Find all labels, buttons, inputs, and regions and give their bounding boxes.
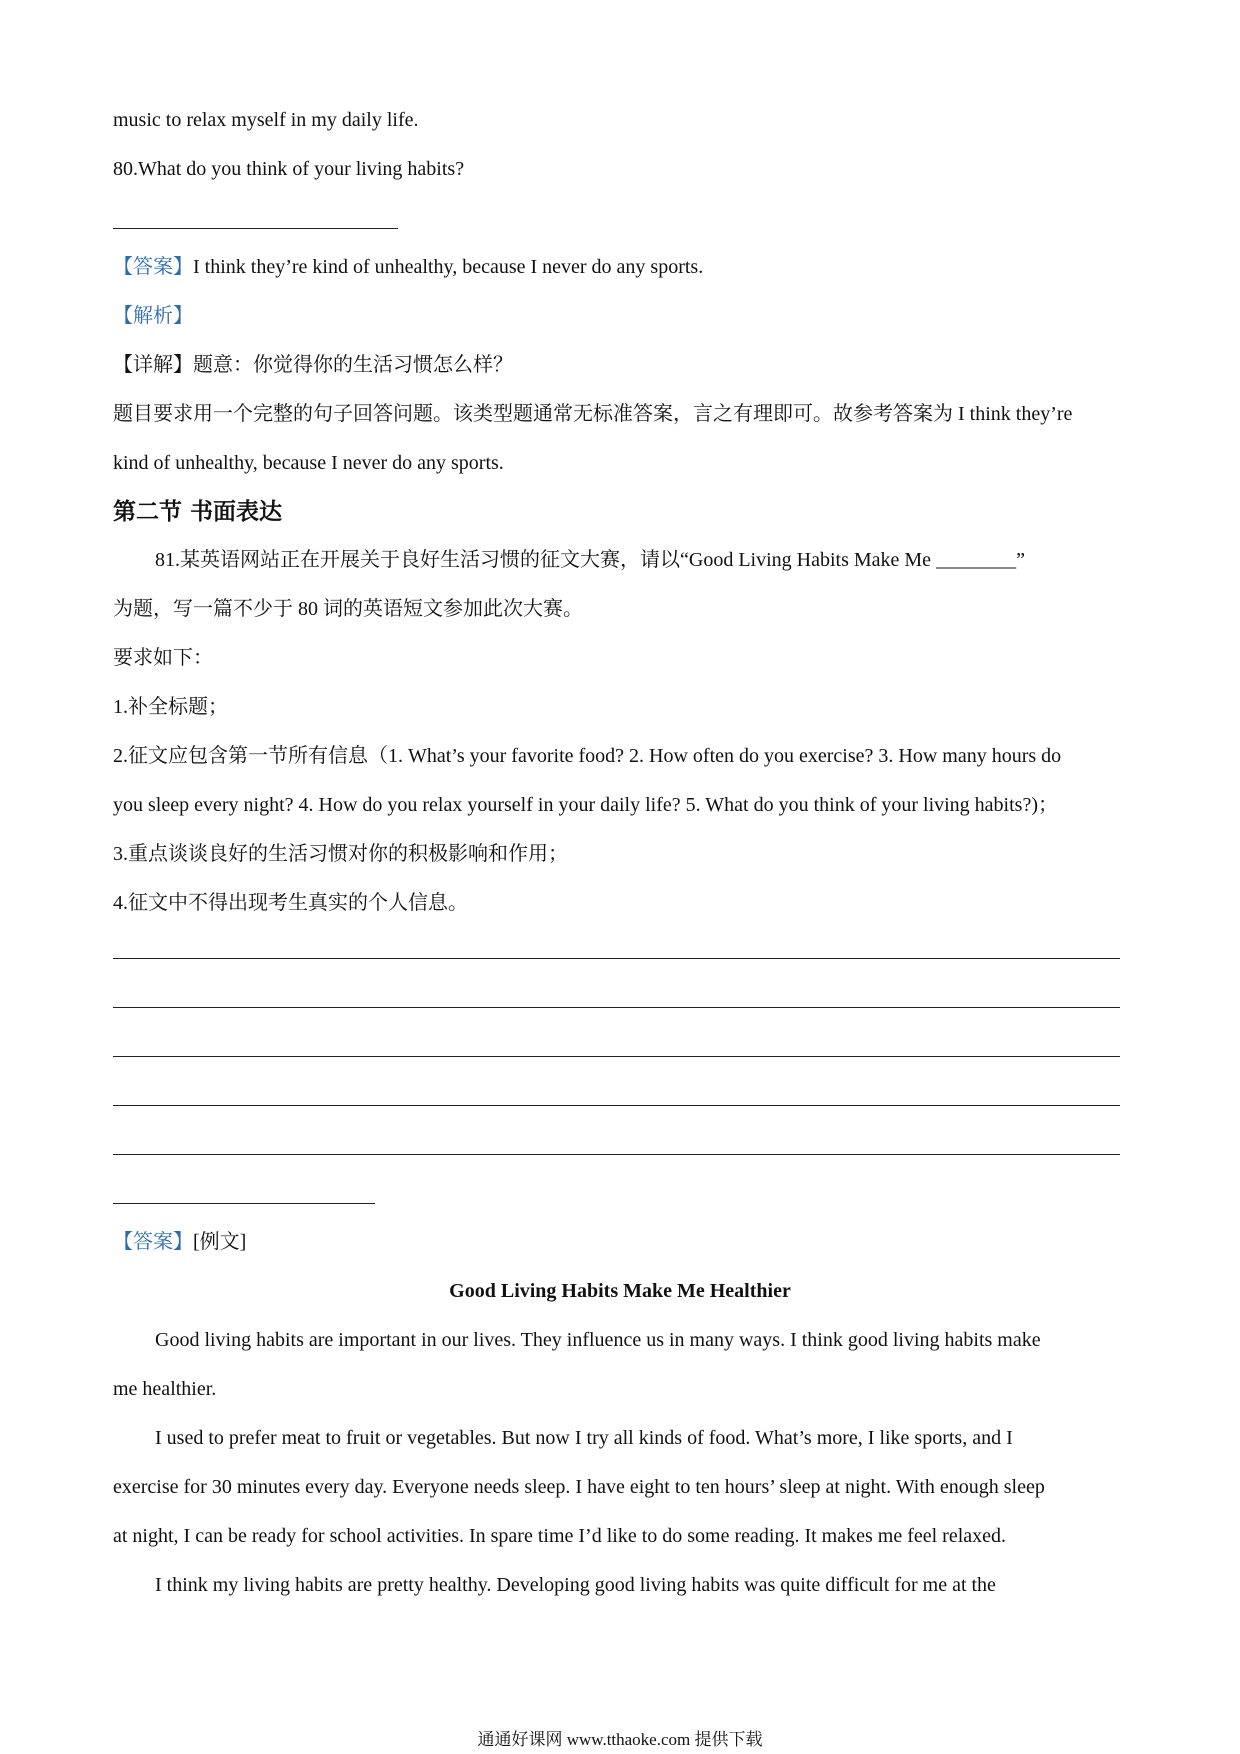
requirement-1: 1.补全标题； — [113, 696, 228, 718]
page-footer: 通通好课网 www.tthaoke.com 提供下载 — [477, 1730, 763, 1749]
writing-line — [113, 958, 1120, 959]
writing-line — [113, 1056, 1120, 1057]
requirement-2-line-1: 2.征文应包含第一节所有信息（1. What’s your favorite food? 2. How often do you exercise? 3. How many hours do — [113, 745, 1062, 767]
q80-explanation-line-1: 题目要求用一个完整的句子回答问题。该类型题通常无标准答案，言之有理即可。故参考答案为 I think they’re — [113, 403, 1073, 425]
essay-p3-line-1: I think my living habits are pretty healthy. Developing good living habits was quite difficult for me at the — [155, 1574, 996, 1596]
sample-label: [例文] — [193, 1231, 247, 1253]
essay-p1-line-1: Good living habits are important in our lives. They influence us in many ways. I think good living habits make — [155, 1329, 1041, 1351]
answer-tag: 【答案】 — [113, 1231, 193, 1253]
writing-line — [113, 1105, 1120, 1106]
section-heading: 第二节 书面表达 — [113, 499, 283, 525]
essay-p2-line-1: I used to prefer meat to fruit or vegetables. But now I try all kinds of food. What’s more, I like sports, and I — [155, 1427, 1013, 1449]
q79-answer-tail: music to relax myself in my daily life. — [113, 109, 419, 131]
essay-title: Good Living Habits Make Me Healthier — [449, 1280, 791, 1302]
q80-explanation-line-2: kind of unhealthy, because I never do any sports. — [113, 452, 504, 474]
requirement-4: 4.征文中不得出现考生真实的个人信息。 — [113, 892, 468, 914]
writing-line — [113, 1154, 1120, 1155]
requirement-3: 3.重点谈谈良好的生活习惯对你的积极影响和作用； — [113, 843, 568, 865]
q80-detail: 【详解】题意：你觉得你的生活习惯怎么样？ — [113, 354, 513, 376]
q80-answer-blank — [113, 228, 398, 229]
essay-p2-line-3: at night, I can be ready for school activities. In spare time I’d like to do some reading. It makes me feel relaxed. — [113, 1525, 1007, 1547]
q81-answer-line — [113, 1228, 246, 1256]
q80-answer-line — [113, 253, 703, 281]
writing-line-short — [113, 1203, 375, 1204]
analysis-tag: 【解析】 — [113, 305, 193, 327]
q80-answer: I think they’re kind of unhealthy, because I never do any sports. — [193, 256, 704, 278]
q80-question: 80.What do you think of your living habits? — [113, 158, 465, 180]
answer-tag: 【答案】 — [113, 256, 193, 278]
essay-p1-line-2: me healthier. — [113, 1378, 217, 1400]
q81-prompt-line-1: 81.某英语网站正在开展关于良好生活习惯的征文大赛，请以“Good Living Habits Make Me ________” — [155, 549, 1025, 571]
writing-line — [113, 1007, 1120, 1008]
q81-prompt-line-2: 为题，写一篇不少于 80 词的英语短文参加此次大赛。 — [113, 598, 583, 620]
requirement-2-line-2: you sleep every night? 4. How do you relax yourself in your daily life? 5. What do you think of your living habits?)； — [113, 794, 1058, 816]
essay-p2-line-2: exercise for 30 minutes every day. Everyone needs sleep. I have eight to ten hours’ sleep at night. With enough sleep — [113, 1476, 1045, 1498]
requirements-title: 要求如下： — [113, 647, 213, 669]
